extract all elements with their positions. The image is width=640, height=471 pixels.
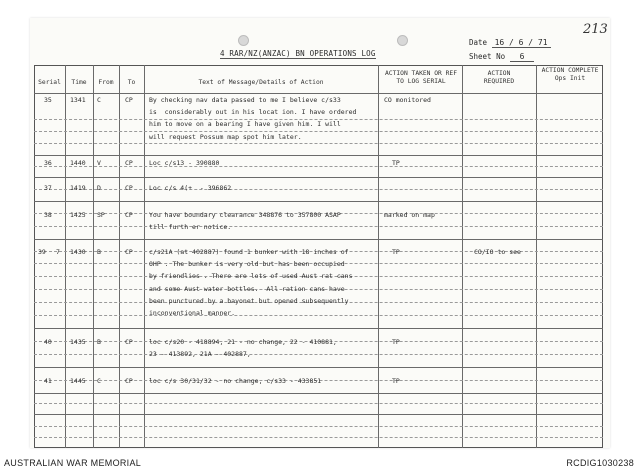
- footer-record-id: RCDIG1030238: [566, 458, 634, 468]
- header-action-taken: ACTION TAKEN OR REF TO LOG SERIAL: [384, 70, 458, 85]
- log-table: [34, 65, 603, 448]
- from-38: SP: [97, 211, 105, 219]
- time-40: 1435: [70, 338, 86, 346]
- serial-41: 41: [44, 377, 52, 385]
- serial-38: 38: [44, 211, 52, 219]
- action-taken-38: marked on map: [384, 211, 435, 219]
- serial-35: 35: [44, 96, 52, 104]
- log-title: 4 RAR/NZ(ANZAC) BN OPERATIONS LOG: [220, 49, 376, 58]
- text-35: By checking nav data passed to me I believe c/s33 is considerably out in his locat ion. I have ordered him to move on a bearing I have given him. I will will request Possum map spot him later.: [149, 96, 357, 141]
- action-required-39: CO/IO to see: [474, 248, 521, 256]
- header-from: From: [98, 79, 114, 86]
- sheet-field: [469, 52, 534, 62]
- to-39: CP: [125, 248, 133, 256]
- to-35: CP: [125, 96, 133, 104]
- text-39: c/s21A (at 402887) found 1 bunker with 18 inches of OHP . The bunker is very old but has been occupied by friendlies . There are lots of used Aust rat cans and some Aust water bottles. All ration cans have been punctured by a bayonet but opened subsequently inconventional manner.: [149, 248, 353, 318]
- text-37: Loc c/s 4(+ - 396862: [149, 184, 232, 192]
- serial-37: 37: [44, 184, 52, 192]
- action-taken-41: TP: [392, 377, 400, 385]
- header-to: To: [127, 79, 136, 86]
- header-action-required: ACTION REQUIRED: [483, 70, 515, 85]
- time-41: 1445: [70, 377, 86, 385]
- from-37: D: [97, 184, 101, 192]
- header-text: Text of Message/Details of Action: [198, 79, 324, 86]
- action-taken-36: TP: [392, 159, 400, 167]
- header-action-complete: ACTION COMPLETE Ops Init: [541, 67, 599, 82]
- action-taken-35: CO monitored: [384, 96, 431, 104]
- text-40: loc c/s20 - 418894, 21 - no change, 22 - 410881, 23 - 413892, 21A - 402887,: [149, 338, 337, 359]
- date-value: 16 / 6 / 71: [492, 38, 551, 48]
- sheet-value: 6: [510, 52, 535, 62]
- time-38: 1425: [70, 211, 86, 219]
- text-41: loc c/s 30/31/32 - no change, c/s33 - 433851: [149, 377, 322, 385]
- time-39: 1430: [70, 248, 86, 256]
- text-38: You have boundary clearance 348876 to 357800 ASAP till furth er notice.: [149, 211, 341, 232]
- to-38: CP: [125, 211, 133, 219]
- header-time: Time: [71, 79, 87, 86]
- time-37: 1419: [70, 184, 86, 192]
- date-label: Date: [469, 38, 488, 47]
- punch-hole-right: [397, 35, 408, 46]
- date-field: [469, 38, 551, 48]
- action-taken-39: TP: [392, 248, 400, 256]
- page-number: 213: [583, 22, 608, 37]
- punch-hole-left: [238, 35, 249, 46]
- time-36: 1440: [70, 159, 86, 167]
- text-36: Loc c/s13 - 390880: [149, 159, 220, 167]
- from-41: C: [97, 377, 101, 385]
- to-37: CP: [125, 184, 133, 192]
- header-serial: Serial: [38, 79, 61, 86]
- from-40: B: [97, 338, 101, 346]
- serial-39-mark: 7: [56, 248, 60, 256]
- from-36: V: [97, 159, 101, 167]
- serial-40: 40: [44, 338, 52, 346]
- from-35: C: [97, 96, 101, 104]
- to-41: CP: [125, 377, 133, 385]
- footer-source: AUSTRALIAN WAR MEMORIAL: [4, 458, 142, 468]
- to-40: CP: [125, 338, 133, 346]
- sheet-label: Sheet No: [469, 52, 506, 61]
- time-35: 1341: [70, 96, 86, 104]
- action-taken-40: TP: [392, 338, 400, 346]
- serial-36: 36: [44, 159, 52, 167]
- title-underline: [220, 58, 376, 59]
- serial-39: 39: [38, 248, 46, 256]
- to-36: CP: [125, 159, 133, 167]
- from-39: B: [97, 248, 101, 256]
